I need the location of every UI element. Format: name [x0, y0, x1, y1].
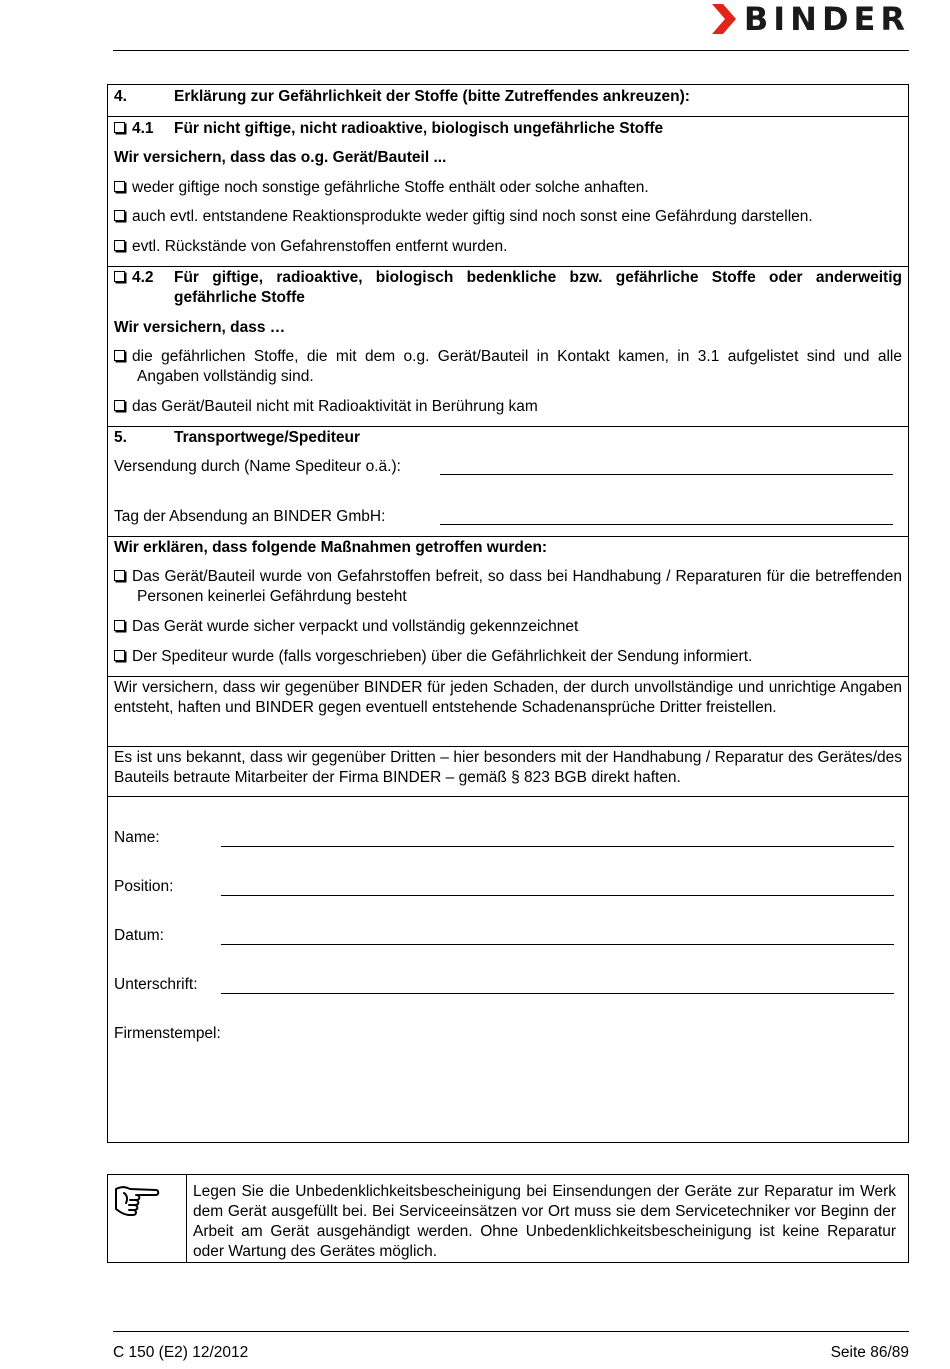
- awareness-text: Es ist uns bekannt, dass wir gegenüber Dritten – hier besonders mit der Handhabung / Reparatur des Gerätes/des Bauteils betraute Mitarbeiter der Firma BINDER – gemäß § 823 BGB direkt haften.: [114, 749, 902, 786]
- footer-document-id: C 150 (E2) 12/2012: [113, 1344, 249, 1361]
- section-4-2: [108, 266, 908, 427]
- checkbox-4-1-b[interactable]: [114, 210, 125, 221]
- section-4-1-number: 4.1: [132, 120, 154, 137]
- position-field[interactable]: [221, 895, 894, 896]
- checkbox-4-1-a[interactable]: [114, 181, 125, 192]
- measure-c-label: Der Spediteur wurde (falls vorgeschrieben) über die Gefährlichkeit der Sendung informiert.: [132, 648, 753, 665]
- liability-text: Wir versichern, dass wir gegenüber BINDER für jeden Schaden, der durch unvollständige und unrichtige Angaben entsteht, haften und BINDER gegen eventuell entstehende Schadenansprüche Dritter freistellen.: [114, 679, 902, 716]
- section-4-title: Erklärung zur Gefährlichkeit der Stoffe (bitte Zutreffendes ankreuzen):: [174, 88, 690, 105]
- measure-a: [114, 567, 902, 607]
- checkbox-measure-a[interactable]: [114, 570, 125, 581]
- section-4-2-number: 4.2: [132, 269, 154, 286]
- signature-field[interactable]: [221, 993, 894, 994]
- footer-page-number: Seite 86/89: [830, 1344, 909, 1361]
- ship-date-label: Tag der Absendung an BINDER GmbH:: [114, 508, 386, 525]
- measures-section: [108, 536, 908, 677]
- measures-heading: Wir erklären, dass folgende Maßnahmen getroffen wurden:: [114, 539, 548, 556]
- position-label: Position:: [114, 878, 174, 895]
- checkbox-4-2[interactable]: [114, 271, 125, 282]
- section-5: [108, 426, 908, 537]
- logo-arrow-icon: [712, 4, 736, 34]
- pointing-hand-icon: [114, 1179, 160, 1223]
- stamp-label: Firmenstempel:: [114, 1025, 221, 1042]
- section-4-2-heading: [114, 268, 902, 308]
- shipping-by-label: Versendung durch (Name Spediteur o.ä.):: [114, 458, 401, 475]
- footer-rule: [113, 1331, 909, 1332]
- checkbox-4-1[interactable]: [114, 122, 125, 133]
- option-4-1-c-label: evtl. Rückstände von Gefahrenstoffen entfernt wurden.: [132, 238, 508, 255]
- shipping-by-field[interactable]: [440, 474, 893, 475]
- signature-label: Unterschrift:: [114, 976, 198, 993]
- checkbox-4-2-a[interactable]: [114, 350, 125, 361]
- option-4-2-a: [114, 347, 902, 387]
- binder-logo: [712, 0, 910, 38]
- name-label: Name:: [114, 829, 160, 846]
- header-rule: [113, 50, 909, 51]
- signature-section: [108, 796, 908, 1143]
- section-4-2-title: Für giftige, radioaktive, biologisch bedenkliche bzw. gefährliche Stoffe oder anderweitig gefährliche Stoffe: [174, 269, 902, 306]
- checkbox-measure-c[interactable]: [114, 650, 125, 661]
- checkbox-4-1-c[interactable]: [114, 240, 125, 251]
- section-4-1-heading: [114, 119, 902, 139]
- ship-date-field[interactable]: [440, 524, 893, 525]
- measure-b: [114, 617, 902, 637]
- section-4-1-title: Für nicht giftige, nicht radioaktive, biologisch ungefährliche Stoffe: [174, 120, 664, 137]
- checkbox-measure-b[interactable]: [114, 620, 125, 631]
- section-4-number: 4.: [114, 88, 127, 105]
- logo-text: BINDER: [743, 0, 910, 38]
- measure-a-label: Das Gerät/Bauteil wurde von Gefahrstoffen befreit, so dass bei Handhabung / Reparaturen für die betreffenden Personen keinerlei Gefährdung besteht: [132, 568, 902, 605]
- option-4-2-b: [114, 397, 902, 417]
- option-4-1-c: [114, 237, 902, 257]
- declaration-form: [107, 84, 909, 1143]
- option-4-1-b: [114, 207, 902, 227]
- note-icon-cell: [108, 1175, 187, 1262]
- section-5-title: Transportwege/Spediteur: [174, 429, 361, 446]
- awareness-section: [108, 746, 908, 797]
- option-4-1-a-label: weder giftige noch sonstige gefährliche Stoffe enthält oder solche anhaften.: [132, 179, 649, 196]
- section-4-1: [108, 116, 908, 267]
- section-4-1-lead: Wir versichern, dass das o.g. Gerät/Bauteil ...: [114, 149, 447, 166]
- option-4-2-b-label: das Gerät/Bauteil nicht mit Radioaktivität in Berührung kam: [132, 398, 538, 415]
- section-4-2-lead: Wir versichern, dass …: [114, 319, 286, 336]
- date-label: Datum:: [114, 927, 164, 944]
- option-4-1-a: [114, 178, 902, 198]
- measure-c: [114, 647, 902, 667]
- date-field[interactable]: [221, 944, 894, 945]
- option-4-2-a-label: die gefährlichen Stoffe, die mit dem o.g. Gerät/Bauteil in Kontakt kamen, in 3.1 aufgelistet sind und alle Angaben vollständig sind.: [132, 348, 902, 385]
- note-text: Legen Sie die Unbedenklichkeitsbescheinigung bei Einsendungen der Geräte zur Reparatur im Werk dem Gerät ausgefüllt bei. Bei Serviceeinsätzen vor Ort muss sie dem Servicetechniker vor Beginn der Arbeit am Gerät ausgehändigt werden. Ohne Unbedenklichkeitsbescheinigung ist keine Reparatur oder Wartung des Gerätes möglich.: [193, 1183, 896, 1260]
- section-4-heading: [114, 87, 902, 107]
- note-box: [107, 1174, 909, 1263]
- name-field[interactable]: [221, 846, 894, 847]
- liability-section: [108, 676, 908, 747]
- option-4-1-b-label: auch evtl. entstandene Reaktionsprodukte weder giftig sind noch sonst eine Gefährdung darstellen.: [132, 208, 813, 225]
- checkbox-4-2-b[interactable]: [114, 400, 125, 411]
- measure-b-label: Das Gerät wurde sicher verpackt und vollständig gekennzeichnet: [132, 618, 579, 635]
- section-5-number: 5.: [114, 429, 127, 446]
- section-5-heading: [114, 428, 902, 448]
